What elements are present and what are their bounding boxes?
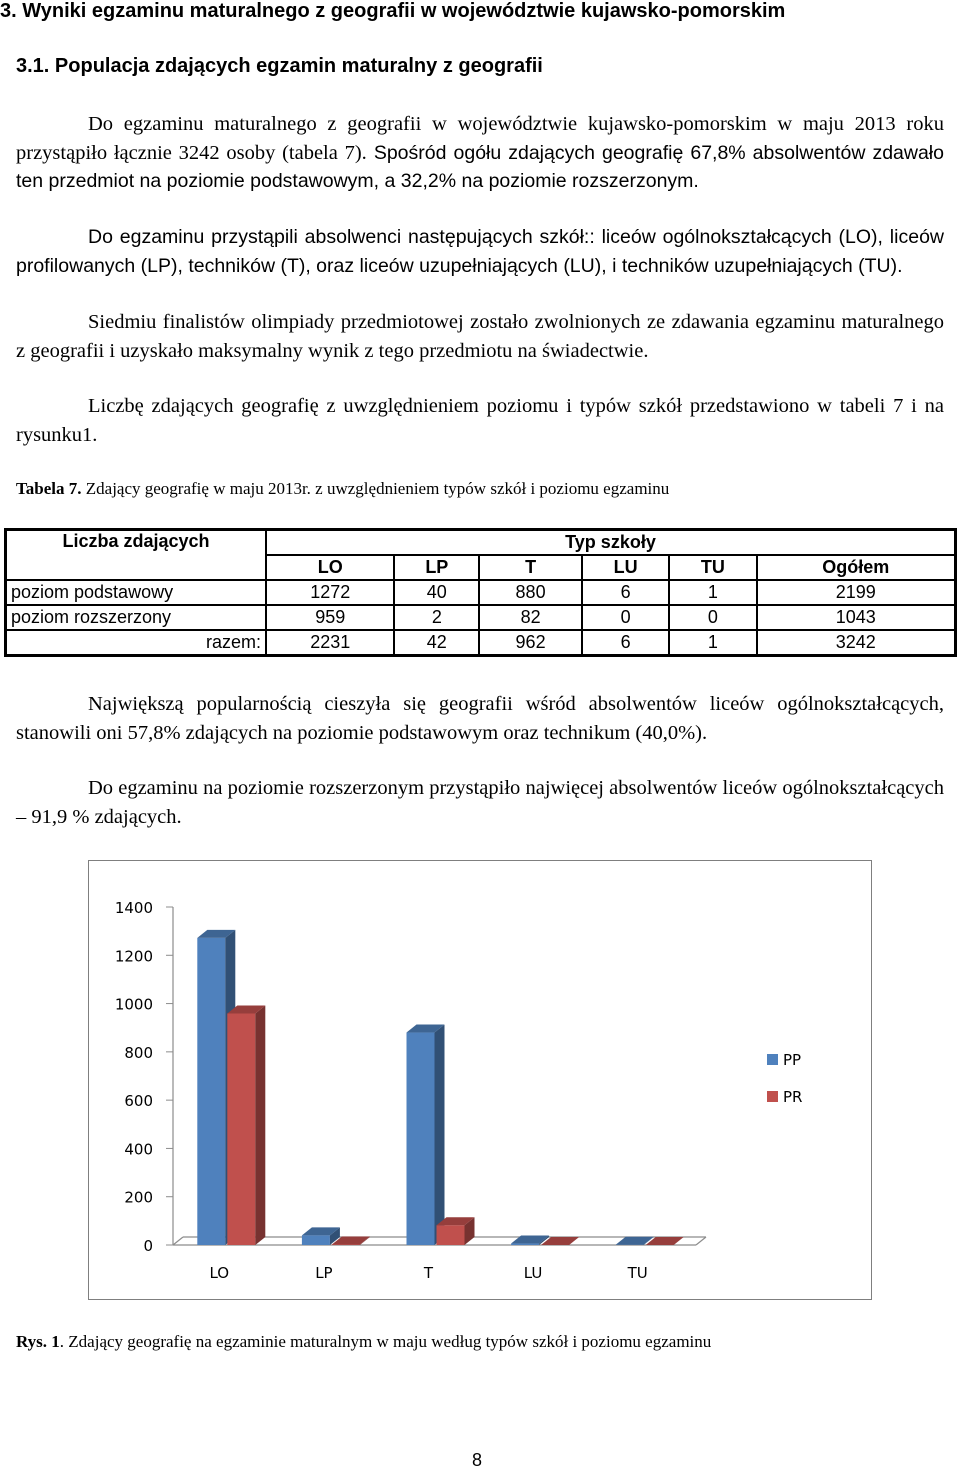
floor-edge-left (173, 1237, 183, 1245)
results-table (4, 528, 957, 657)
bar-pr-t (437, 1225, 465, 1245)
table-cell: 959 (266, 605, 394, 630)
table-corner: Liczba zdających (6, 530, 267, 581)
page-number: 8 (472, 1450, 483, 1470)
legend-label-pr: PR (783, 1088, 803, 1106)
bar-pp-lu (511, 1244, 539, 1245)
figure-caption-text: . Zdający geografię na egzaminie maturalnym w maju według typów szkół i poziomu egzaminu (59, 1332, 712, 1351)
bar-pr-lo (227, 1013, 255, 1245)
legend-swatch-pr (767, 1091, 778, 1102)
table-caption-label: Tabela 7. (16, 479, 82, 498)
table-cell: 1043 (757, 605, 956, 630)
y-tick-label: 1000 (114, 995, 153, 1014)
y-tick-label: 600 (124, 1092, 153, 1111)
row-label: poziom rozszerzony (6, 605, 267, 630)
table-cell: 1272 (266, 580, 394, 605)
y-tick-label: 200 (124, 1188, 153, 1207)
bar-pp-lp (302, 1235, 330, 1245)
table-cell: 1 (669, 580, 756, 605)
legend-swatch-pp (767, 1054, 778, 1065)
table-cell: 3242 (757, 630, 956, 656)
table-cell: 42 (394, 630, 479, 656)
table-cell: 2 (394, 605, 479, 630)
table-cell: 2199 (757, 580, 956, 605)
table-group-header: Typ szkoły (266, 530, 956, 556)
paragraph-intro-b: Spośród ogółu zdających geografię 67,8% absolwentów zdawało ten przedmiot na poziomie podstawowym, a 32,2% na poziomie rozszerzonym. (16, 141, 944, 192)
y-tick-label: 1400 (114, 899, 153, 917)
table-cell: 6 (582, 630, 669, 656)
bar-pp-lo (197, 938, 225, 1245)
table-row (6, 605, 956, 630)
y-tick-label: 1200 (114, 947, 153, 966)
table-cell: 40 (394, 580, 479, 605)
subsection-heading: 3.1. Populacja zdających egzamin maturalny z geografii (16, 55, 543, 77)
table-cell: 6 (582, 580, 669, 605)
table-cell: 0 (582, 605, 669, 630)
section-heading: 3. Wyniki egzaminu maturalnego z geografii w województwie kujawsko-pomorskim (0, 0, 786, 22)
table-caption-text: Zdający geografię w maju 2013r. z uwzględnieniem typów szkół i poziomu egzaminu (81, 479, 670, 498)
x-tick-label: TU (627, 1264, 648, 1282)
column-header: TU (669, 555, 756, 580)
table-caption (16, 479, 669, 499)
y-tick-label: 0 (143, 1237, 153, 1255)
paragraph-finalists: Siedmiu finalistów olimpiady przedmiotowej zostało zwolnionych ze zdawania egzaminu maturalnego z geografii i uzyskało maksymalny wynik z tego przedmiotu na świadectwie. (16, 311, 944, 362)
paragraph-popularity: Największą popularnością cieszyła się geografii wśród absolwentów liceów ogólnokształcących, stanowili oni 57,8% zdających na poziomie podstawowym oraz technikum (40,0%). (16, 693, 944, 744)
floor-edge-right (696, 1237, 706, 1245)
legend-label-pp: PP (783, 1051, 802, 1069)
row-label: poziom podstawowy (6, 580, 267, 605)
bar-side-pr-lo (255, 1005, 265, 1245)
column-header: LU (582, 555, 669, 580)
column-header: LO (266, 555, 394, 580)
table-cell: 962 (479, 630, 582, 656)
column-header: T (479, 555, 582, 580)
table-cell: 0 (669, 605, 756, 630)
table-cell: 82 (479, 605, 582, 630)
paragraph-schools: Do egzaminu przystąpili absolwenci następujących szkół:: liceów ogólnokształcących (LO), liceów profilowanych (LP), techników (T), oraz liceów uzupełniających (LU), i techników uzupełniających (TU). (16, 226, 944, 277)
figure-caption-label: Rys. 1 (16, 1332, 60, 1351)
x-tick-label: T (423, 1264, 434, 1282)
table-cell: 880 (479, 580, 582, 605)
bar-chart (89, 861, 870, 1298)
table-cell: 2231 (266, 630, 394, 656)
column-header: LP (394, 555, 479, 580)
table-row (6, 580, 956, 605)
row-label: razem: (6, 630, 267, 656)
table-header-row (6, 530, 956, 556)
paragraph-extended: Do egzaminu na poziomie rozszerzonym przystąpiło najwięcej absolwentów liceów ogólnokształcących – 91,9 % zdających. (16, 777, 944, 828)
table-cell: 1 (669, 630, 756, 656)
bar-side-pp-t (435, 1025, 445, 1245)
paragraph-intro (16, 110, 944, 196)
y-tick-label: 400 (124, 1140, 153, 1159)
paragraph-reference: Liczbę zdających geografię z uwzględnieniem poziomu i typów szkół przedstawiono w tabeli 7 i na rysunku1. (16, 395, 944, 446)
y-tick-label: 800 (124, 1043, 153, 1062)
x-tick-label: LU (523, 1264, 543, 1282)
column-header: Ogółem (757, 555, 956, 580)
x-tick-label: LO (209, 1264, 230, 1282)
paragraph-intro-a: Do egzaminu maturalnego z geografii w województwie kujawsko-pomorskim w maju 2013 roku przystąpiło łącznie 3242 osoby (tabela 7). (16, 113, 944, 164)
bar-pp-t (407, 1033, 435, 1245)
figure-caption (16, 1332, 711, 1352)
table-row (6, 630, 956, 656)
x-tick-label: LP (315, 1264, 333, 1282)
chart-frame (88, 860, 872, 1300)
